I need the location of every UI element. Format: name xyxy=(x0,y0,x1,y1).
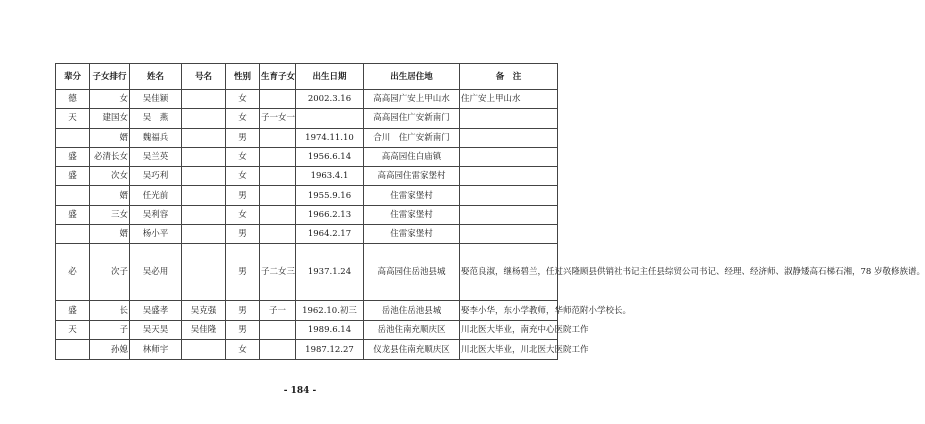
name-cell: 吴巧利 xyxy=(130,167,182,186)
children-cell: 子一 xyxy=(260,301,296,321)
residence-cell: 高高园住岳池县城 xyxy=(364,244,460,301)
alias-cell xyxy=(182,90,226,109)
gender-cell: 男 xyxy=(226,186,260,205)
header-children: 生育子女 xyxy=(260,64,296,90)
generation-cell: 天 xyxy=(56,320,90,340)
rank-cell: 建国女 xyxy=(90,109,130,128)
table-row xyxy=(56,90,558,109)
notes-cell: 川北医大毕业，川北医大医院工作 xyxy=(460,340,558,360)
table-row xyxy=(56,301,558,321)
header-notes: 备 注 xyxy=(460,64,558,90)
gender-cell: 女 xyxy=(226,147,260,166)
birth-date-cell: 1963.4.1 xyxy=(296,167,364,186)
generation-cell: 必 xyxy=(56,244,90,301)
rank-cell: 长 xyxy=(90,301,130,321)
notes-cell xyxy=(460,186,558,205)
notes-cell xyxy=(460,167,558,186)
gender-cell: 女 xyxy=(226,109,260,128)
header-name: 姓名 xyxy=(130,64,182,90)
page-number: - 184 - xyxy=(283,386,317,396)
table-row xyxy=(56,320,558,340)
generation-cell: 盛 xyxy=(56,301,90,321)
header-rank: 子女排行 xyxy=(90,64,130,90)
residence-cell: 高高园广安上甲山水 xyxy=(364,90,460,109)
residence-cell: 住雷家堡村 xyxy=(364,186,460,205)
birth-date-cell: 1974.11.10 xyxy=(296,128,364,147)
alias-cell xyxy=(182,205,226,224)
birth-date-cell xyxy=(296,109,364,128)
table-row xyxy=(56,340,558,360)
gender-cell: 男 xyxy=(226,128,260,147)
gender-cell: 女 xyxy=(226,167,260,186)
generation-cell: 盛 xyxy=(56,147,90,166)
birth-date-cell: 2002.3.16 xyxy=(296,90,364,109)
alias-cell xyxy=(182,147,226,166)
name-cell: 任光前 xyxy=(130,186,182,205)
birth-date-cell: 1966.2.13 xyxy=(296,205,364,224)
residence-cell: 合川 住广安新南门 xyxy=(364,128,460,147)
children-cell xyxy=(260,340,296,360)
birth-date-cell: 1955.9.16 xyxy=(296,186,364,205)
residence-cell: 住雷家堡村 xyxy=(364,205,460,224)
generation-cell: 盛 xyxy=(56,205,90,224)
children-cell xyxy=(260,90,296,109)
table-row xyxy=(56,225,558,244)
rank-cell: 必清长女 xyxy=(90,147,130,166)
children-cell: 子二女三 xyxy=(260,244,296,301)
gender-cell: 男 xyxy=(226,244,260,301)
residence-cell: 仪龙县住南充顺庆区 xyxy=(364,340,460,360)
residence-cell: 高高园住广安新南门 xyxy=(364,109,460,128)
table-row xyxy=(56,128,558,147)
rank-cell: 子 xyxy=(90,320,130,340)
notes-cell xyxy=(460,109,558,128)
notes-cell xyxy=(460,147,558,166)
name-cell: 杨小平 xyxy=(130,225,182,244)
rank-cell: 次女 xyxy=(90,167,130,186)
alias-cell xyxy=(182,167,226,186)
notes-cell: 娶李小华，东小学教师，华师范附小学校长。 xyxy=(460,301,558,321)
gender-cell: 男 xyxy=(226,320,260,340)
notes-cell: 川北医大毕业，南充中心医院工作 xyxy=(460,320,558,340)
genealogy-table xyxy=(55,63,925,360)
alias-cell xyxy=(182,186,226,205)
name-cell: 吴天昊 xyxy=(130,320,182,340)
name-cell: 吴佳颖 xyxy=(130,90,182,109)
children-cell xyxy=(260,147,296,166)
gender-cell: 男 xyxy=(226,225,260,244)
rank-cell: 女 xyxy=(90,90,130,109)
table-row xyxy=(56,147,558,166)
header-generation: 辈分 xyxy=(56,64,90,90)
birth-date-cell: 1964.2.17 xyxy=(296,225,364,244)
children-cell: 子一女一 xyxy=(260,109,296,128)
rank-cell: 孙媳 xyxy=(90,340,130,360)
generation-cell xyxy=(56,225,90,244)
notes-cell: 住广安上甲山水 xyxy=(460,90,558,109)
birth-date-cell: 1956.6.14 xyxy=(296,147,364,166)
birth-date-cell: 1989.6.14 xyxy=(296,320,364,340)
name-cell: 吴兰英 xyxy=(130,147,182,166)
alias-cell xyxy=(182,128,226,147)
rank-cell: 婿 xyxy=(90,225,130,244)
table-row xyxy=(56,167,558,186)
birth-date-cell: 1987.12.27 xyxy=(296,340,364,360)
generation-cell xyxy=(56,186,90,205)
residence-cell: 岳池住岳池县城 xyxy=(364,301,460,321)
residence-cell: 高高园住白庙镇 xyxy=(364,147,460,166)
name-cell: 吴必用 xyxy=(130,244,182,301)
alias-cell xyxy=(182,225,226,244)
alias-cell: 吴克强 xyxy=(182,301,226,321)
table-row xyxy=(56,186,558,205)
gender-cell: 女 xyxy=(226,340,260,360)
notes-cell xyxy=(460,225,558,244)
residence-cell: 岳池住南充顺庆区 xyxy=(364,320,460,340)
children-cell xyxy=(260,128,296,147)
name-cell: 魏福兵 xyxy=(130,128,182,147)
table-row xyxy=(56,109,558,128)
gender-cell: 女 xyxy=(226,205,260,224)
residence-cell: 住雷家堡村 xyxy=(364,225,460,244)
notes-cell xyxy=(460,205,558,224)
children-cell xyxy=(260,205,296,224)
header-row xyxy=(56,64,558,90)
header-birth-date: 出生日期 xyxy=(296,64,364,90)
birth-date-cell: 1937.1.24 xyxy=(296,244,364,301)
name-cell: 吴利容 xyxy=(130,205,182,224)
rank-cell: 次子 xyxy=(90,244,130,301)
name-cell: 吴盛孝 xyxy=(130,301,182,321)
header-alias: 号名 xyxy=(182,64,226,90)
table-row xyxy=(56,244,558,301)
name-cell: 林师宇 xyxy=(130,340,182,360)
table-body xyxy=(56,90,925,360)
residence-cell: 高高园住雷家堡村 xyxy=(364,167,460,186)
children-cell xyxy=(260,225,296,244)
generation-cell: 德 xyxy=(56,90,90,109)
birth-date-cell: 1962.10.初三 xyxy=(296,301,364,321)
gender-cell: 女 xyxy=(226,90,260,109)
notes-cell xyxy=(460,128,558,147)
notes-cell: 娶范良淑，继杨碧兰，任过兴隆顾县供销社书记主任县综贸公司书记、经理、经济师、淑静矮高石梯石湘，78 岁敬修族谱。 xyxy=(460,244,558,301)
generation-cell xyxy=(56,340,90,360)
header-residence: 出生居住地 xyxy=(364,64,460,90)
alias-cell xyxy=(182,109,226,128)
header-gender: 性别 xyxy=(226,64,260,90)
children-cell xyxy=(260,167,296,186)
generation-cell xyxy=(56,128,90,147)
rank-cell: 婿 xyxy=(90,128,130,147)
children-cell xyxy=(260,320,296,340)
rank-cell: 婿 xyxy=(90,186,130,205)
gender-cell: 男 xyxy=(226,301,260,321)
alias-cell xyxy=(182,340,226,360)
alias-cell xyxy=(182,244,226,301)
alias-cell: 吴佳隆 xyxy=(182,320,226,340)
rank-cell: 三女 xyxy=(90,205,130,224)
generation-cell: 天 xyxy=(56,109,90,128)
table-row xyxy=(56,205,558,224)
name-cell: 吴 燕 xyxy=(130,109,182,128)
generation-cell: 盛 xyxy=(56,167,90,186)
children-cell xyxy=(260,186,296,205)
